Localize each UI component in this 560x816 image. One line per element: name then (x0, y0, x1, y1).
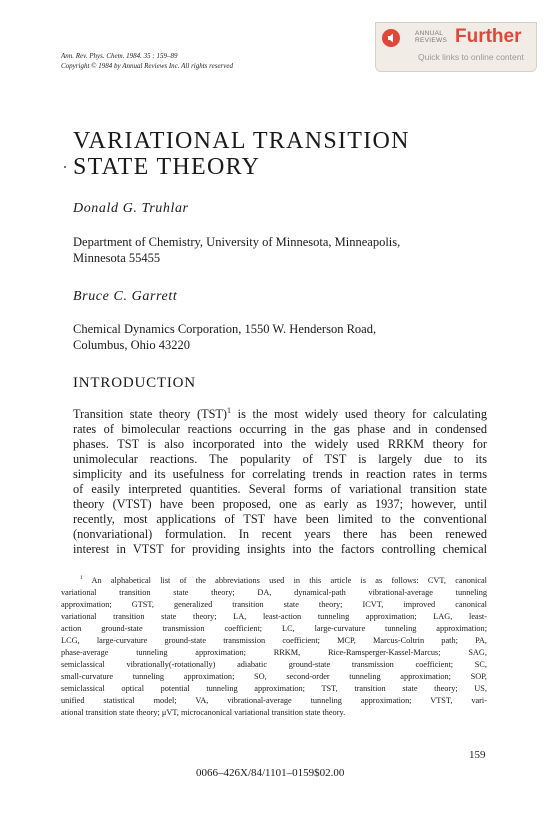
body-text-line: recently, most applications of TST have been limited to the conventional (73, 512, 487, 526)
footnote-line: phase-average tunneling approximation; RRKM, Rice-Ramsperger-Kassel-Marcus; SAG, (61, 648, 487, 657)
footnote-line: action ground-state transmission coefficient; LC, large-curvature tunneling approximation; (61, 624, 487, 633)
footnote-line: variational transition state theory; DA, dynamical-path vibrational-average tunneling (61, 588, 487, 597)
further-online-links-button[interactable] (375, 22, 537, 72)
footnote-line: approximation; GTST, generalized transition state theory; ICVT, improved canonical (61, 600, 487, 609)
footnote-line: LCG, large-curvature ground-state transmission coefficient; MCP, Marcus-Coltrin path; PA, (61, 636, 487, 645)
title-line-2: STATE THEORY (73, 154, 261, 180)
annual-reviews-wordmark: ANNUAL REVIEWS (415, 30, 448, 44)
body-text-line: (nonvariational) formulation. In recent years there has been renewed (73, 527, 487, 541)
footnote-line: variational transition state theory; LA, least-action tunneling approximation; LAG, least- (61, 612, 487, 621)
section-heading: INTRODUCTION (73, 375, 196, 391)
footnote-marker: 1 (80, 575, 83, 582)
footnote-line: semiclassical vibrationally(-rotationally) adiabatic ground-state transmission coefficient; SC, (61, 660, 487, 669)
journal-citation: Ann. Rev. Phys. Chem. 1984. 35 : 159–89 (61, 52, 178, 60)
speaker-icon (382, 29, 400, 47)
body-text-line: theory (VTST) have been proposed, one as early as 1937; however, until (73, 497, 487, 511)
body-text-line: unimolecular reactions. The popularity of TST is largely due to its (73, 452, 487, 466)
author-name: Donald G. Truhlar (73, 201, 189, 216)
price-code: 0066–426X/84/1101–0159$02.00 (196, 767, 345, 779)
body-text-line: phases. TST is also incorporated into the widely used RRKM theory for (73, 437, 487, 451)
footnote-line: $^1$ An alphabetical list of the abbreviations used in this article is as follows: CVT, canonical (80, 575, 487, 585)
footnote-line: ational transition state theory; μVT, microcanonical variational transition state theory. (61, 708, 346, 717)
stray-mark (64, 166, 66, 168)
body-text-line: simplicity and its usefulness for correlating trends in reaction rates in terms (73, 467, 487, 481)
footnote-line: unified statistical model; VA, vibrational-average tunneling approximation; VTST, vari- (61, 696, 487, 705)
footnote-reference[interactable]: 1 (227, 407, 232, 415)
further-label: Further (455, 26, 522, 47)
further-subtitle: Quick links to online content (418, 52, 524, 62)
author-name: Bruce C. Garrett (73, 289, 178, 304)
body-text-line: rates of bimolecular reactions occurring in the gas phase and in condensed (73, 422, 487, 436)
citation-header (61, 51, 233, 71)
title-line-1: VARIATIONAL TRANSITION (73, 128, 410, 154)
author-affiliation: Chemical Dynamics Corporation, 1550 W. Henderson Road, Columbus, Ohio 43220 (73, 322, 377, 352)
article-title (73, 128, 410, 180)
body-text-line: interest in VTST for providing insights into the factors controlling chemical (73, 542, 487, 556)
copyright-notice: Copyright © 1984 by Annual Reviews Inc. All rights reserved (61, 62, 233, 70)
body-text-line: Transition state theory (TST)$^1$ is the most widely used theory for calculating (73, 407, 487, 421)
body-text-line: of easily interpreted quantities. Several forms of variational transition state (73, 482, 487, 496)
footnote-line: small-curvature tunneling approximation; SO, second-order tunneling approximation; SOP, (61, 672, 487, 681)
author-affiliation: Department of Chemistry, University of Minnesota, Minneapolis, Minnesota 55455 (73, 235, 401, 265)
page-number: 159 (469, 749, 486, 761)
footnote-line: semiclassical optical potential tunneling approximation; TST, transition state theory; US, (61, 684, 487, 693)
